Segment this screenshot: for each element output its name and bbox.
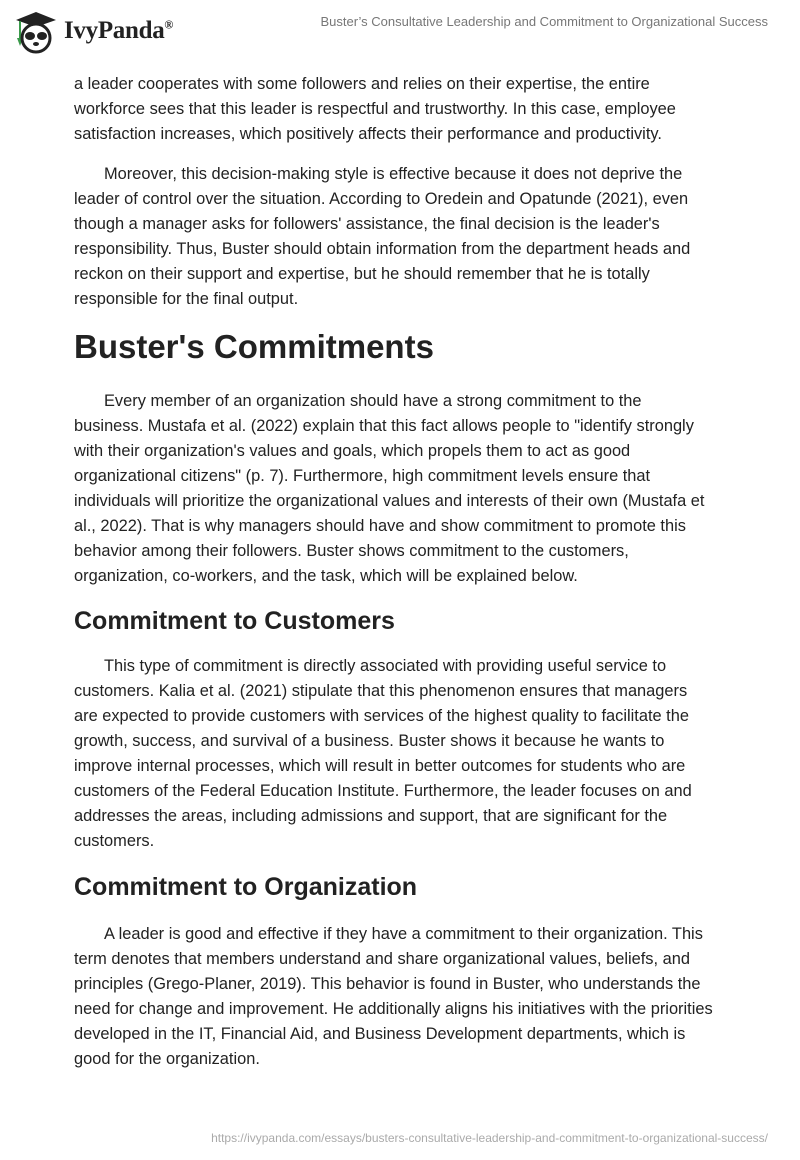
paragraph (74, 389, 704, 589)
text-line: principles (Grego-Planer, 2019). This behavior is found in Buster, who understands the (74, 975, 701, 993)
text-line: customers. (74, 832, 155, 850)
page-header (0, 0, 800, 60)
text-line: al., 2022). That is why managers should have and show commitment to promote this (74, 517, 686, 535)
text-line: need for change and improvement. He additionally aligns his initiatives with the priorities (74, 1000, 713, 1018)
text-line: individuals will prioritize the organizational values and interests of their own (Mustafa et (74, 492, 705, 510)
text-line: responsibility. Thus, Buster should obtain information from the department heads and (74, 240, 691, 258)
paragraph (74, 654, 692, 854)
text-line: a leader cooperates with some followers and relies on their expertise, the entire (74, 75, 650, 93)
text-line: leader of control over the situation. According to Oredein and Opatunde (2021), even (74, 190, 689, 208)
text-line: growth, success, and survival of a business. Buster shows it because he wants to (74, 732, 665, 750)
registered-mark: ® (164, 17, 174, 32)
text-line: organizational citizens" (p. 7). Furthermore, high commitment levels ensure that (74, 467, 651, 485)
paragraph (74, 162, 690, 312)
text-line: customers of the Federal Education Institute. Furthermore, the leader focuses on and (74, 782, 692, 800)
text-line: reckon on their support and expertise, but he should remember that he is totally (74, 265, 650, 283)
text-line: though a manager asks for followers' assistance, the final decision is the leader's (74, 215, 660, 233)
text-line: Moreover, this decision-making style is effective because it does not deprive the (104, 165, 683, 183)
text-line: term denotes that members understand and share organizational values, beliefs, and (74, 950, 690, 968)
paragraph (74, 922, 713, 1072)
text-line: Every member of an organization should have a strong commitment to the (104, 392, 642, 410)
text-line: customers. Kalia et al. (2021) stipulate that this phenomenon ensures that managers (74, 682, 688, 700)
text-line: business. Mustafa et al. (2022) explain that this fact allows people to "identify strongly (74, 417, 694, 435)
text-line: A leader is good and effective if they have a commitment to their organization. This (104, 925, 703, 943)
text-line: developed in the IT, Financial Aid, and Business Development departments, which is (74, 1025, 686, 1043)
subsection-heading: Commitment to Organization (74, 873, 418, 901)
panda-graduate-icon (12, 8, 58, 54)
document-title: Buster’s Consultative Leadership and Commitment to Organizational Success (320, 14, 768, 29)
text-line: improve internal processes, which will result in better outcomes for students who are (74, 757, 686, 775)
text-line: with their organization's values and goals, which propels them to act as good (74, 442, 631, 460)
text-line: This type of commitment is directly associated with providing useful service to (104, 657, 667, 675)
section-heading: Buster's Commitments (74, 328, 434, 365)
text-line: satisfaction increases, which positively affects their performance and productivity. (74, 125, 662, 143)
ivypanda-logo[interactable] (12, 8, 173, 54)
subsection-heading: Commitment to Customers (74, 607, 395, 635)
text-line: addresses the areas, including admissions and support, that are significant for the (74, 807, 668, 825)
text-line: behavior among their followers. Buster shows commitment to the customers, (74, 542, 629, 560)
text-line: workforce sees that this leader is respectful and trustworthy. In this case, employee (74, 100, 676, 118)
source-url[interactable]: https://ivypanda.com/essays/busters-consultative-leadership-and-commitment-to-organizational-success/ (211, 1131, 768, 1145)
paragraph (74, 72, 676, 147)
text-line: responsible for the final output. (74, 290, 299, 308)
text-line: organization, co-workers, and the task, which will be explained below. (74, 567, 578, 585)
logo-text: IvyPanda (64, 17, 165, 44)
text-line: are expected to provide customers with services of the highest quality to facilitate the (74, 707, 689, 725)
text-line: good for the organization. (74, 1050, 260, 1068)
